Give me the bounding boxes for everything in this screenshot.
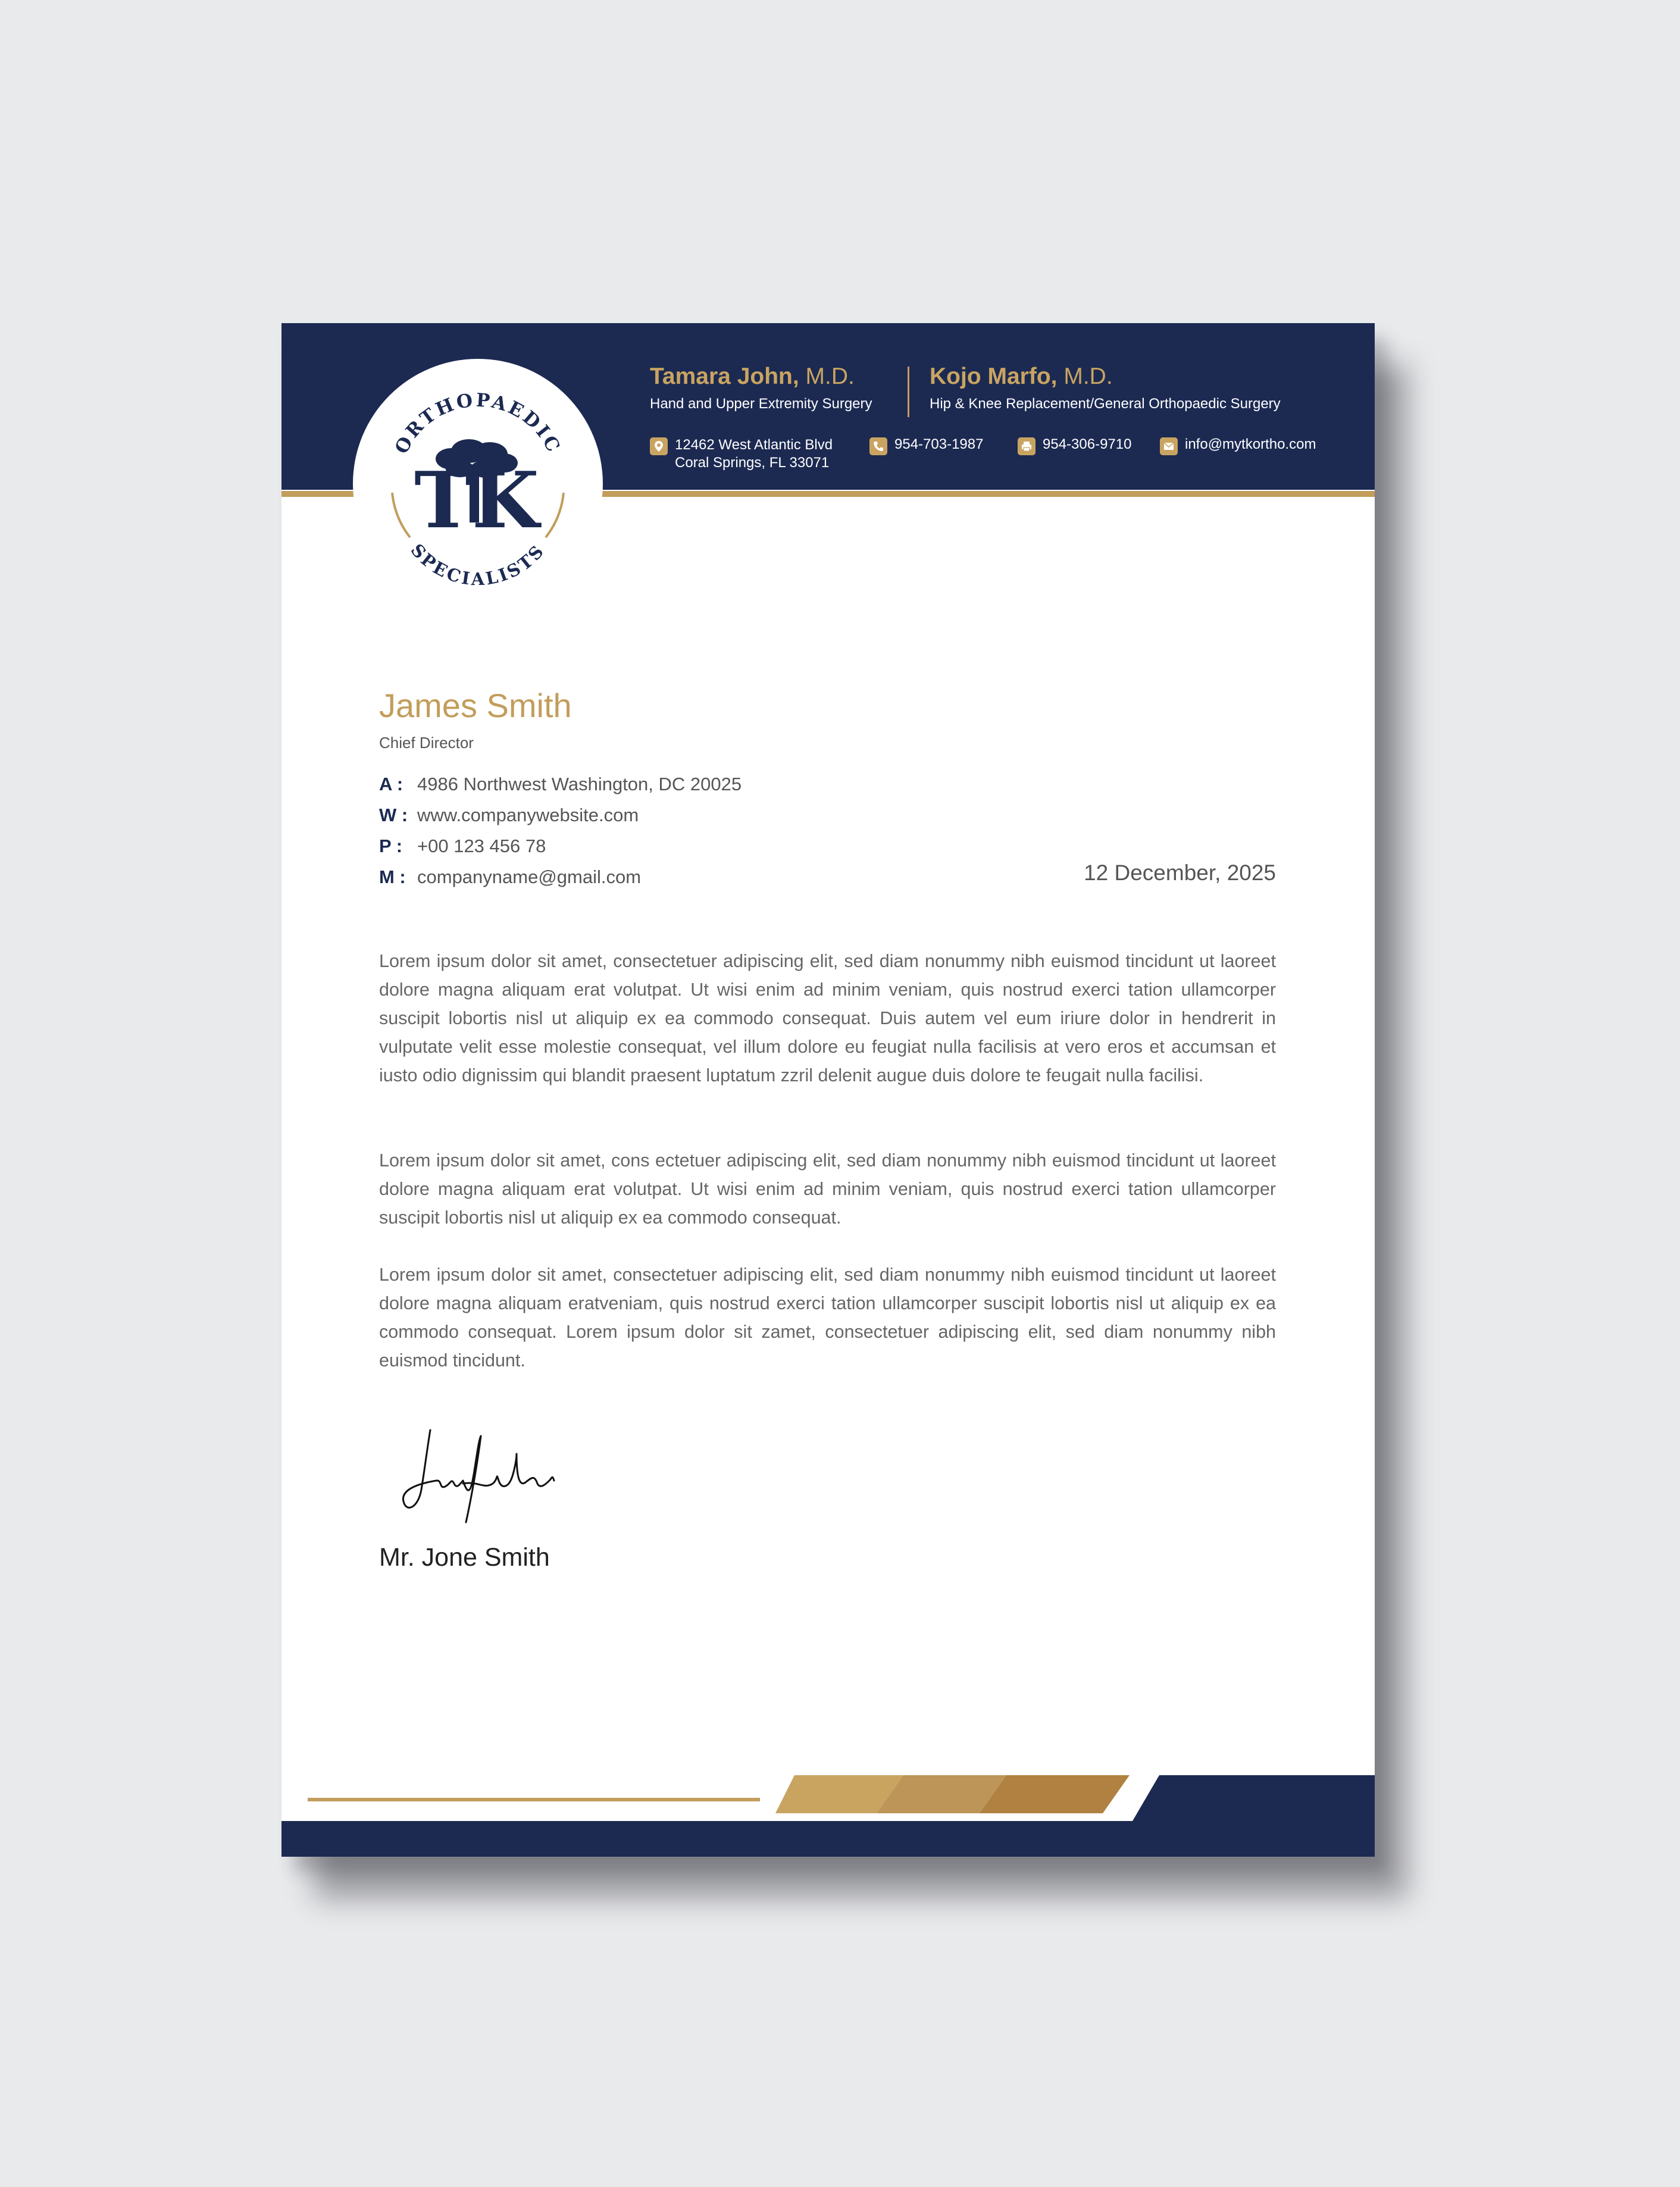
fax-icon xyxy=(1018,437,1035,455)
body-paragraph-2: Lorem ipsum dolor sit amet, cons ectetuer adipiscing elit, sed diam nonummy nibh euismod tincidunt ut laoreet dolore magna aliquam erat volutpat. Ut wisi enim ad minim veniam, quis nostrud exerci tation ullamcorper suscipit lobortis nisl ut aliquip ex ea commodo consequat. xyxy=(379,1150,1276,1228)
address-line-1: 12462 West Atlantic Blvd xyxy=(675,437,833,453)
phone-text: 954-703-1987 xyxy=(894,436,984,452)
body-paragraph-3: Lorem ipsum dolor sit amet, consectetuer adipiscing elit, sed diam nonummy nibh euismod tincidunt ut laoreet dolore magna aliquam eratveniam, quis nostrud exerci tation ullamcorper suscipit lobortis nisl ut aliquip ex ea commodo consequat. Lorem ipsum dolor sit zamet, consectetuer adipiscing elit, sed diam nonummy nibh euismod tincidunt. xyxy=(379,1265,1276,1371)
doctor-divider xyxy=(908,367,909,417)
info-label: M : xyxy=(379,866,406,887)
handwritten-signature xyxy=(395,1424,573,1531)
info-label: A : xyxy=(379,774,403,794)
doctor-2 xyxy=(930,364,1281,412)
recipient-title: Chief Director xyxy=(379,734,474,752)
info-row-email xyxy=(379,866,641,888)
email-text: info@mytkortho.com xyxy=(1185,436,1316,452)
info-value: www.companywebsite.com xyxy=(417,805,639,825)
body-paragraph-1: Lorem ipsum dolor sit amet, consectetuer adipiscing elit, sed diam nonummy nibh euismod tincidunt ut laoreet dolore magna aliquam erat volutpat. Ut wisi enim ad minim veniam, quis nostrud exerci tation ullamcorper suscipit lobortis nisl ut aliquip ex ea commodo consequat. Duis autem vel eum iriure dolor in hendrerit in vulputate velit esse molestie consequat, vel illum dolore eu feugiat nulla facilisis at vero eros et accumsan et iusto odio dignissim qui blandit praesent luptatum zzril delenit augue duis dolore te feugait nulla facilisi. xyxy=(379,951,1276,1085)
letter-date: 12 December, 2025 xyxy=(1084,861,1276,885)
contact-phone xyxy=(869,436,983,455)
logo-bottom-text: SPECIALISTS xyxy=(406,540,549,590)
svg-text:SPECIALISTS xyxy=(406,540,549,589)
logo-emblem-icon xyxy=(353,359,603,609)
signer-name: Mr. Jone Smith xyxy=(379,1543,550,1572)
letterhead-page xyxy=(281,323,1375,1857)
contact-address xyxy=(650,436,833,472)
doctor-1 xyxy=(650,364,872,412)
info-row-phone xyxy=(379,836,546,857)
info-value: companyname@gmail.com xyxy=(417,866,642,887)
doctor-2-name: Kojo Marfo, xyxy=(930,364,1058,389)
doctor-1-name: Tamara John, xyxy=(650,364,799,389)
contact-email xyxy=(1160,436,1316,455)
footer-decoration xyxy=(281,1775,1375,1857)
doctor-1-credential: M.D. xyxy=(805,364,855,389)
info-label: P : xyxy=(379,836,403,856)
info-row-address xyxy=(379,774,742,795)
recipient-name: James Smith xyxy=(379,687,572,724)
info-label: W : xyxy=(379,805,408,825)
info-row-website xyxy=(379,805,639,826)
doctor-2-credential: M.D. xyxy=(1063,364,1113,389)
doctor-2-specialty: Hip & Knee Replacement/General Orthopaedic Surgery xyxy=(930,396,1281,412)
logo-monogram: TK xyxy=(414,455,539,546)
phone-icon xyxy=(869,437,887,455)
info-value: 4986 Northwest Washington, DC 20025 xyxy=(417,774,742,794)
info-value: +00 123 456 78 xyxy=(417,836,546,856)
address-line-2: Coral Springs, FL 33071 xyxy=(675,455,830,471)
logo xyxy=(353,359,603,609)
logo-top-text: ORTHOPAEDIC xyxy=(390,389,565,458)
contact-fax xyxy=(1018,436,1131,455)
envelope-icon xyxy=(1160,437,1178,455)
location-pin-icon xyxy=(650,437,668,455)
fax-text: 954-306-9710 xyxy=(1043,436,1132,452)
doctor-1-specialty: Hand and Upper Extremity Surgery xyxy=(650,396,872,412)
